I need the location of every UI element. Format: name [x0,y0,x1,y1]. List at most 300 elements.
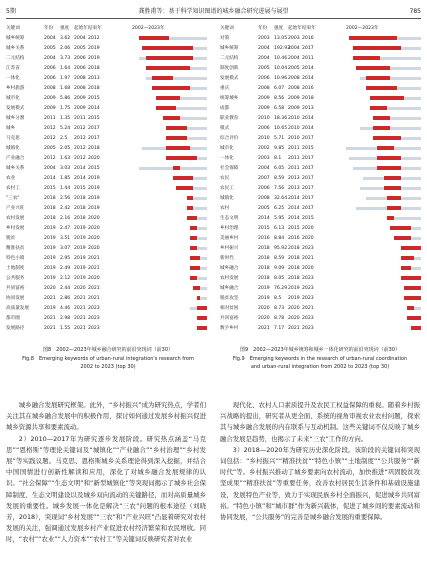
figure-8-caption [4,346,212,371]
strength-cell: 8.73 [274,306,285,311]
burst-bar [190,226,197,230]
col-strength: 强度 [274,26,284,31]
table-row [4,214,209,224]
burst-bar [373,136,400,140]
begin-cell: 2019 [288,296,300,301]
body-text-left [6,400,206,546]
burst-bar [401,276,421,280]
running-header [6,6,421,19]
caption-en-line1: Fig.9 Emerging keywords in the research of urban-rural coordination [232,356,408,362]
table-row [218,114,423,124]
keyword-cell: 城市化 [6,96,20,101]
strength-cell: 192.93 [274,46,291,51]
table-row [4,304,209,314]
strength-cell: 6.25 [274,206,285,211]
burst-bar [387,216,394,220]
keyword-cell: 对策 [220,36,230,41]
table-header [4,24,209,33]
strength-cell: 2.12 [60,276,71,281]
strength-cell: 6.05 [274,166,285,171]
year-cell: 2009 [44,106,56,111]
begin-cell: 2014 [74,166,86,171]
burst-bar [387,206,401,210]
keyword-cell: 城乡分割 [6,116,25,121]
begin-cell: 2019 [74,246,86,251]
keyword-cell: 二元结构 [6,56,25,61]
strength-cell: 1.68 [60,86,71,91]
begin-cell: 2004 [288,46,300,51]
begin-cell: 2019 [74,256,86,261]
table-row [218,164,423,174]
strength-cell: 3.73 [60,56,71,61]
end-cell: 2017 [302,186,314,191]
table-row [4,104,209,114]
year-cell: 2009 [258,96,270,101]
strength-cell: 95.92 [274,246,288,251]
keyword-cell: 农民 [220,176,230,181]
end-cell: 2023 [302,296,314,301]
table-row [4,224,209,234]
strength-cell: 8.59 [274,256,285,261]
strength-cell: 2.06 [60,46,71,51]
begin-cell: 2021 [74,326,86,331]
burst-bar [353,46,401,50]
burst-bar [401,266,411,270]
burst-bar [156,106,176,110]
strength-cell: 1.97 [60,76,71,81]
table-row [218,274,423,284]
begin-cell: 2004 [288,56,300,61]
strength-cell: 10.65 [274,126,288,131]
keyword-cell: 共同富裕 [220,316,239,321]
col-end: 结束年 [302,26,316,31]
table-row [4,314,209,324]
burst-bar [387,196,401,200]
keyword-cell: 制度创新 [220,66,239,71]
end-cell: 2023 [88,326,100,331]
page-number: 785 [409,8,421,15]
burst-bar [190,256,200,260]
year-cell: 2019 [44,226,56,231]
keyword-cell: 城乡融合 [220,266,239,271]
keyword-cell: 职业教育 [220,116,239,121]
begin-cell: 2018 [74,196,86,201]
strength-cell: 7.56 [274,186,285,191]
col-begin: 起始年 [74,26,88,31]
table-row [218,254,423,264]
begin-cell: 2018 [74,216,86,221]
strength-cell: 2.05 [60,146,71,151]
burst-bar [373,116,390,120]
burst-bar [197,316,207,320]
strength-cell: 2.95 [60,256,71,261]
begin-cell: 2015 [74,186,86,191]
figure-9-caption [216,346,424,371]
keyword-cell: 发展模式 [6,106,25,111]
caption-cn: 图9 2002—2023年城乡统筹和城乡一体化研究的前沿突现词（前30） [240,347,400,353]
burst-bar [176,186,193,190]
table-row [218,154,423,164]
keyword-cell: 城镇化 [6,146,20,151]
end-cell: 2020 [88,226,100,231]
keyword-cell: 综合评价 [220,136,239,141]
year-cell: 2009 [258,106,270,111]
begin-cell: 2008 [288,76,300,81]
end-cell: 2014 [302,76,314,81]
burst-bar [190,246,197,250]
burst-bar [190,266,200,270]
year-cell: 2012 [44,156,56,161]
table-row [4,264,209,274]
keyword-cell: 城乡融合 [220,286,239,291]
end-cell: 2020 [88,246,100,251]
end-cell: 2020 [88,276,100,281]
keyword-cell: 统筹城乡 [220,96,239,101]
table-row [4,254,209,264]
strength-cell: 2.44 [60,286,71,291]
begin-cell: 2011 [288,166,300,171]
begin-cell: 2014 [74,176,86,181]
burst-bar [173,176,193,180]
table-row [4,84,209,94]
begin-cell: 2008 [74,86,86,91]
year-cell: 2016 [258,236,270,241]
keyword-cell: 城乡 [6,126,16,131]
keyword-cell: 农村 [220,206,230,211]
col-end: 结束年 [88,26,102,31]
strength-cell: 2.86 [60,296,71,301]
strength-cell: 3.51 [60,236,71,241]
end-cell: 2020 [88,236,100,241]
begin-cell: 2010 [288,126,300,131]
year-cell: 2007 [258,176,270,181]
burst-bar [384,176,401,180]
burst-bar [366,86,397,90]
begin-cell: 2019 [74,266,86,271]
keyword-cell: 城市化 [220,146,234,151]
keyword-cell: 城乡统筹 [220,46,239,51]
caption-cn: 图8 2002—2023年城乡融合研究的前沿突现词（前30） [43,347,173,353]
table-row [4,294,209,304]
col-range: 2002—2023年 [132,26,165,31]
end-cell: 2023 [302,316,314,321]
strength-cell: 8.84 [274,236,285,241]
end-cell: 2014 [302,116,314,121]
burst-bar [166,146,190,150]
strength-cell: 3.62 [60,36,71,41]
table-row [4,184,209,194]
end-cell: 2021 [88,286,100,291]
timeline-strip [360,127,421,130]
year-cell: 2004 [44,56,56,61]
year-cell: 2021 [44,296,56,301]
begin-cell: 2013 [288,176,300,181]
table-row [4,74,209,84]
running-title: 龚胜甫等：基于科学知识图谱的城乡融合研究进展与展望 [138,8,289,15]
keyword-cell: 土地制度 [6,266,25,271]
begin-cell: 2009 [288,106,300,111]
burst-bar [156,96,180,100]
begin-cell: 2021 [74,306,86,311]
begin-cell: 2014 [288,206,300,211]
keyword-cell: 城乡统筹 [6,36,25,41]
paragraph: 3）2018—2020年为研究历史深化阶段。该阶段的关键词和突现词包括：“乡村振兴”“精准扶贫”“特色小镇”“土地制度”“公共服务”“新时代”等。乡村振兴推动了城乡要素向农村流动，加快推进“巩固脱贫攻坚成果”“精准扶贫”等重要任务，改善农村居民生活条件和基础设施建设，发展特色产业等，致力于实现民族乡村全面振兴，促进城乡共同富裕。“特色小镇”和“城市群”作为新兴载体，促进了城乡间的要素流动和协同发展，“公共服务”的完善是城乡融合发展的重要保障。 [220,445,420,522]
begin-cell: 2016 [288,236,300,241]
begin-cell: 2006 [74,56,86,61]
begin-cell: 2012 [74,146,86,151]
end-cell: 2023 [302,326,314,331]
year-cell: 2021 [44,316,56,321]
keyword-cell: "三农" [6,196,20,201]
year-cell: 2006 [258,186,270,191]
year-cell: 2020 [258,306,270,311]
strength-cell: 2.56 [60,196,71,201]
burst-bar [142,46,193,50]
year-cell: 2019 [44,236,56,241]
table-row [218,134,423,144]
begin-cell: 2019 [74,236,86,241]
keyword-cell: 重庆 [220,86,230,91]
end-cell: 2020 [88,216,100,221]
burst-bar [187,196,194,200]
keyword-cell: 脱贫攻坚 [220,296,239,301]
table-row [4,194,209,204]
keyword-cell: 农村工 [6,186,20,191]
year-cell: 2004 [258,56,270,61]
begin-cell: 2012 [74,126,86,131]
keyword-cell: 乡村振兴 [220,246,239,251]
strength-cell: 1.75 [60,106,71,111]
strength-cell: 8.78 [274,316,285,321]
year-cell: 2011 [44,116,56,121]
keyword-cell: 发展模式 [220,76,239,81]
end-cell: 2013 [302,106,314,111]
begin-cell: 2021 [74,316,86,321]
keyword-cell: 乡村治理 [220,226,239,231]
strength-cell: 8.05 [274,276,285,281]
end-cell: 2020 [88,156,100,161]
year-cell: 2019 [258,296,270,301]
col-strength: 强度 [60,26,70,31]
burst-bar [390,226,410,230]
year-cell: 2018 [44,206,56,211]
keyword-cell: 一体化 [6,76,20,81]
keyword-cell: 农民工 [220,186,234,191]
table-row [218,54,423,64]
end-cell: 2020 [302,266,314,271]
end-cell: 2017 [88,136,100,141]
burst-bar [163,116,180,120]
keyword-cell: 农村发展 [6,216,25,221]
year-cell: 2004 [44,36,56,41]
col-keyword: 关键词 [6,26,20,31]
end-cell: 2012 [88,36,100,41]
end-cell: 2023 [302,276,314,281]
year-cell: 2021 [44,326,56,331]
burst-bar [166,136,186,140]
burst-bar [193,286,200,290]
end-cell: 2021 [88,256,100,261]
year-cell: 2018 [44,196,56,201]
begin-cell: 2018 [288,256,300,261]
burst-bar [384,186,401,190]
keyword-cell: 美丽乡村 [220,236,239,241]
strength-cell: 1.85 [60,176,71,181]
keyword-cell: 农村发展 [220,276,239,281]
year-cell: 2014 [258,216,270,221]
strength-cell: 10.46 [274,56,288,61]
burst-bar [146,56,194,60]
keyword-cell: 农业 [6,176,16,181]
table-row [218,64,423,74]
table-row [4,54,209,64]
begin-cell: 2019 [74,226,86,231]
keyword-cell: 协同发展 [6,296,25,301]
keyword-cell: 产业兴旺 [6,206,25,211]
begin-cell: 2021 [74,296,86,301]
strength-cell: 9.09 [274,266,285,271]
strength-cell: 6.58 [274,106,285,111]
col-keyword: 关键词 [220,26,234,31]
year-cell: 2018 [258,276,270,281]
end-cell: 2016 [302,86,314,91]
strength-cell: 18.36 [274,116,288,121]
end-cell: 2013 [88,76,100,81]
begin-cell: 2014 [288,196,300,201]
keyword-cell: 城乡关系 [6,46,25,51]
col-range: 2002—2023年 [346,26,379,31]
keyword-cell: 一体化 [220,156,234,161]
body-text-right [220,400,420,523]
end-cell: 2017 [302,156,314,161]
begin-cell: 2011 [288,146,300,151]
table-row [218,324,423,334]
year-cell: 2015 [44,186,56,191]
year-cell: 2019 [44,276,56,281]
burst-bar [401,246,421,250]
strength-cell: 9.85 [274,146,285,151]
figure-8-burst-table [4,24,209,342]
burst-bar [166,126,186,130]
begin-cell: 2019 [74,276,86,281]
col-year: 年份 [44,26,54,31]
caption-en-line2: and urban-rural integration from 2002 to 2023 (top 30) [250,364,390,370]
end-cell: 2016 [302,36,314,41]
begin-cell: 2012 [74,136,86,141]
keyword-cell: 产业融合 [6,156,25,161]
begin-cell: 2009 [74,96,86,101]
year-cell: 2018 [258,266,270,271]
strength-cell: 8.59 [274,176,285,181]
strength-cell: 10.04 [274,66,288,71]
burst-bar [377,156,401,160]
strength-cell: 1.55 [60,326,71,331]
keyword-cell: 马克思 [6,136,20,141]
strength-cell: 1.44 [60,186,71,191]
keyword-cell: 特色小镇 [6,256,25,261]
table-row [4,204,209,214]
begin-cell: 2014 [288,216,300,221]
end-cell: 2023 [88,316,100,321]
end-cell: 2020 [302,226,314,231]
col-begin: 起始年 [288,26,302,31]
begin-cell: 2018 [288,246,300,251]
strength-cell: 2.98 [60,316,71,321]
burst-bar [404,296,421,300]
strength-cell: 2.47 [60,226,71,231]
burst-bar [394,236,411,240]
strength-cell: 2.5 [60,136,68,141]
year-cell: 2005 [44,46,56,51]
end-cell: 2017 [88,126,100,131]
end-cell: 2018 [88,146,100,151]
year-cell: 2004 [258,166,270,171]
strength-cell: 6.13 [274,226,285,231]
end-cell: 2019 [88,206,100,211]
year-cell: 2008 [258,196,270,201]
begin-cell: 2019 [288,286,300,291]
burst-bar [407,316,421,320]
keyword-cell: 高质量发展 [6,306,29,311]
strength-cell: 6.07 [274,86,285,91]
burst-bar [407,306,414,310]
year-cell: 2005 [44,146,56,151]
year-cell: 2020 [258,316,270,321]
burst-bar [356,66,390,70]
year-cell: 2008 [258,86,270,91]
burst-bar [377,166,401,170]
table-header [218,24,423,33]
end-cell: 2015 [88,116,100,121]
burst-bar [373,126,390,130]
year-cell: 2014 [44,176,56,181]
end-cell: 2015 [302,146,314,151]
burst-bar [197,326,207,330]
year-cell: 2018 [258,246,270,251]
keyword-cell: 共同富裕 [6,286,25,291]
strength-cell: 5.86 [60,96,71,101]
strength-cell: 4.46 [60,306,71,311]
year-cell: 2010 [258,116,270,121]
paragraph: 现代化、农村人口素质提升及农民工权益保障的重视。随着乡村振兴战略的提出，研究者从更全面、系统的视角审视农业农村问题，探索其与城乡融合发展的内在联系与互动机制。这些关键词不仅反映了城乡融合发展是趋势，也揭示了未来“三农”工作的方向。 [220,401,420,443]
table-row [218,104,423,114]
end-cell: 2017 [302,176,314,181]
begin-cell: 2018 [288,266,300,271]
table-row [218,94,423,104]
year-cell: 2012 [44,126,56,131]
table-row [218,144,423,154]
end-cell: 2023 [302,246,314,251]
year-cell: 2006 [44,66,56,71]
year-cell: 2015 [258,226,270,231]
table-row [4,234,209,244]
year-cell: 2019 [44,246,56,251]
end-cell: 2021 [302,256,314,261]
burst-bar [146,66,190,70]
begin-cell: 2011 [288,156,300,161]
burst-bar [187,206,194,210]
year-cell: 2020 [44,286,56,291]
table-row [4,144,209,154]
table-row [4,134,209,144]
begin-cell: 2006 [74,66,86,71]
keyword-cell: 社会保障 [220,166,239,171]
paragraph: 城乡融合发展研究框架。此外，“乡村振兴”成为研究热点，学者们关注其在城乡融合发展中的积极作用，探讨如何通过发展乡村振兴促进城乡资源共享和要素流动。 [6,401,206,432]
paragraph: 2）2010—2017年为研究逐步发展阶段。研究热点涵盖“马克思”“恩格斯”等理论关键词及“城镇化”“产业融合”“乡村治理”“乡村发展”等实践议题。马克思、恩格斯城乡关系理论得到深入挖掘，并结合中国国情进行创新性解读和应用，深化了对城乡融合发展规律的认识。“社会保障”“生态文明”和“新型城镇化”等突现词揭示了城乡社会保障制度、生态文明建设以及城乡双向流动的关键路径，而对高质量城乡发展的重要性。城乡发展一体化是解决“三农”问题的根本途径（刘晓芳，2018），突现词“乡村发展”“三农”和“产业兴旺”凸显着研究对农村发展的关注，强调通过发展乡村产业促进农村经济繁荣和农民增收。同时，“农村”“农业”“人力资本”“农村工”等关键词反映研究者对农业 [6,434,206,544]
strength-cell: 1.35 [60,116,71,121]
end-cell: 2019 [88,176,100,181]
burst-bar [152,76,172,80]
